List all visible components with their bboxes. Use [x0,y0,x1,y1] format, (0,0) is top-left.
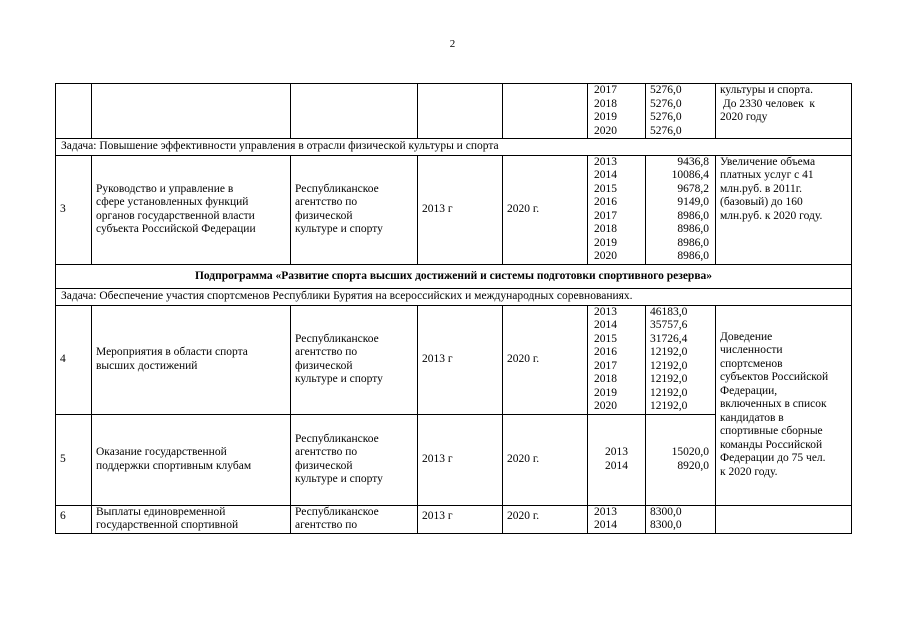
year: 2013 [594,305,617,318]
cell-num: 4 [56,305,92,414]
table-row-continuation [56,84,852,139]
table-row-6 [56,505,852,533]
cell-years [588,505,646,533]
year: 2014 [594,519,617,531]
cell-result [716,155,852,264]
executor-line: Республиканское [295,332,379,345]
cell-years [588,155,646,264]
cell-num: 3 [56,155,92,264]
cell-amounts [646,155,716,264]
amount: 9678,2 [677,182,709,195]
year: 2020 [594,400,617,412]
executor-line: агентство по [295,196,358,208]
name-line: органов государственной власти [96,209,255,222]
executor-line: физической [295,359,353,372]
cell-end: 2020 г. [503,305,588,414]
year: 2017 [594,359,617,372]
subprogram-title: Подпрограмма «Развитие спорта высших достижений и системы подготовки спортивного резерва» [56,264,852,289]
executor-line: Республиканское [295,432,379,445]
cell-end: 2020 г. [503,414,588,505]
year: 2015 [594,332,617,345]
result-line: спортсменов [720,357,783,370]
task-row [56,139,852,156]
executor-line: физической [295,209,353,222]
year: 2013 [605,446,628,458]
result-line: млн.руб. в 2011г. [720,182,803,195]
executor-line: Республиканское [295,182,379,195]
cell-result [716,84,852,139]
name-line: Выплаты единовременной [96,505,226,518]
amount: 8300,0 [650,505,682,518]
cell-amounts [646,84,716,139]
cell-start: 2013 г [418,505,503,533]
cell-num: 6 [56,505,92,533]
year: 2018 [594,373,617,385]
amount: 5276,0 [650,124,682,137]
amount: 9149,0 [677,196,709,208]
cell-start [418,84,503,139]
year: 2014 [605,459,628,472]
cell-start: 2013 г [418,305,503,414]
result-line: Федерации, [720,384,778,397]
executor-line: физической [295,459,353,472]
year: 2019 [594,236,617,249]
cell-start: 2013 г [418,414,503,505]
amount: 5276,0 [650,97,682,110]
table-row-3 [56,155,852,264]
amount: 5276,0 [650,111,682,123]
year: 2013 [594,155,617,168]
result-line: платных услуг с 41 [720,169,814,181]
cell-num: 5 [56,414,92,505]
amount: 12192,0 [650,373,688,385]
cell-name [92,505,291,533]
cell-name [92,414,291,505]
amount: 8300,0 [650,519,682,531]
result-line: численности [720,344,783,357]
executor-line: агентство по [295,446,358,458]
result-line: Увеличение объема [720,155,816,168]
cell-start: 2013 г [418,155,503,264]
cell-result [716,505,852,533]
result-line: спортивные сборные [720,425,823,438]
executor-line: агентство по [295,519,358,531]
year: 2019 [594,111,617,123]
amount: 8986,0 [677,236,709,249]
name-line: государственной спортивной [96,519,239,531]
executor-line: Республиканское [295,505,379,518]
cell-executor [291,84,418,139]
cell-amounts [646,505,716,533]
cell-executor [291,305,418,414]
amount: 5276,0 [650,84,682,96]
year: 2017 [594,84,617,96]
result-line: к 2020 году. [720,465,778,478]
task-row [56,289,852,306]
year: 2017 [594,209,617,222]
result-line: включенных в список [720,398,827,411]
executor-line: культуре и спорту [295,373,383,385]
result-line: Федерации до 75 чел. [720,452,826,465]
cell-num [56,84,92,139]
result-line: (базовый) до 160 [720,196,803,208]
year: 2015 [594,182,617,195]
cell-name [92,305,291,414]
amount: 8986,0 [677,209,709,222]
cell-executor [291,155,418,264]
amount: 46183,0 [650,305,688,318]
amount: 35757,6 [650,319,688,331]
result-line: 2020 году [720,111,768,123]
name-line: поддержки спортивным клубам [96,459,252,472]
task-text: Задача: Обеспечение участия спортсменов Республики Бурятия на всероссийских и международных соревнованиях. [56,289,852,306]
year: 2013 [594,505,617,518]
result-line: Доведение [720,330,773,343]
cell-executor [291,414,418,505]
name-line: субъекта Российской Федерации [96,223,256,235]
cell-end [503,84,588,139]
amount: 31726,4 [650,332,688,345]
amount: 8986,0 [677,223,709,235]
year: 2018 [594,97,617,110]
result-line: кандидатов в [720,411,784,424]
task-text: Задача: Повышение эффективности управления в отрасли физической культуры и спорта [56,139,852,156]
amount: 9436,8 [677,155,709,168]
year: 2016 [594,196,617,208]
name-line: Оказание государственной [96,446,227,458]
amount: 8920,0 [677,459,709,472]
cell-end: 2020 г. [503,505,588,533]
amount: 12192,0 [650,346,688,358]
cell-name [92,155,291,264]
result-line: культуры и спорта. [720,84,813,96]
cell-years [588,305,646,414]
cell-executor [291,505,418,533]
amount: 8986,0 [677,250,709,262]
year: 2016 [594,346,617,358]
year: 2019 [594,386,617,399]
name-line: Руководство и управление в [96,182,234,195]
result-line: команды Российской [720,438,823,451]
cell-name [92,84,291,139]
cell-amounts [646,305,716,414]
name-line: высших достижений [96,359,198,372]
year: 2014 [594,319,617,331]
name-line: сфере установленных функций [96,196,249,208]
amount: 12192,0 [650,386,688,399]
cell-years [588,414,646,505]
year: 2014 [594,169,617,181]
cell-amounts [646,414,716,505]
amount: 15020,0 [671,446,709,458]
table-row-4 [56,305,852,414]
page-number: 2 [449,38,456,50]
executor-line: культуре и спорту [295,473,383,485]
year: 2020 [594,124,617,137]
program-table [55,83,852,534]
name-line: Мероприятия в области спорта [96,346,248,358]
subprogram-row [56,264,852,289]
year: 2018 [594,223,617,235]
cell-result-shared [716,305,852,505]
result-line: млн.руб. к 2020 году. [720,209,823,222]
executor-line: культуре и спорту [295,223,383,235]
amount: 12192,0 [650,359,688,372]
year: 2020 [594,250,617,262]
result-line: субъектов Российской [720,371,829,384]
amount: 10086,4 [671,169,709,181]
result-line: До 2330 человек к [720,97,815,110]
executor-line: агентство по [295,346,358,358]
amount: 12192,0 [650,400,688,412]
cell-years [588,84,646,139]
cell-end: 2020 г. [503,155,588,264]
